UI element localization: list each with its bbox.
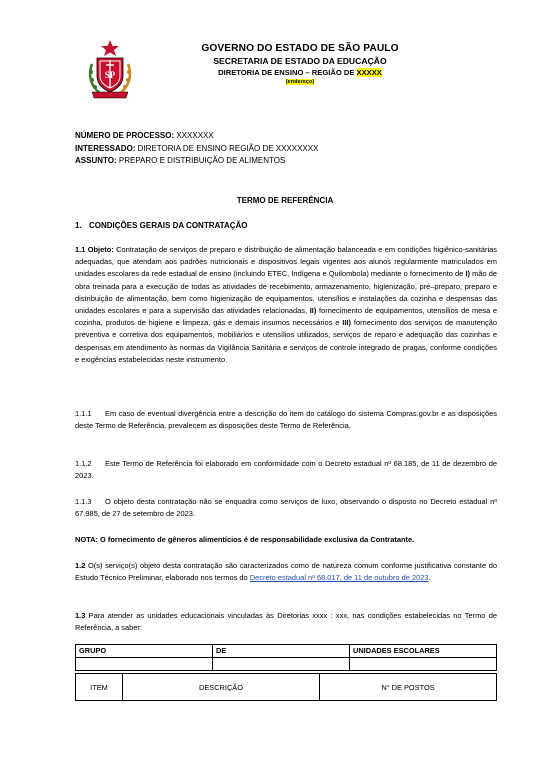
document-title: TERMO DE REFERÊNCIA [236,196,334,205]
process-number: NÚMERO DE PROCESSO: XXXXXXX [75,131,214,140]
group-empty-row [76,658,497,671]
paragraph-1-1-1: 1.1.1 Em caso de eventual divergência entre a descrição do item do catálogo do sistema Compras.gov.br e as disposições deste Termo de Referência, prevalecem as disposições deste Termo de Referência. [75,409,497,431]
paragraph-1-1-2: 1.1.2 Este Termo de Referência foi elaborado em conformidade com o Decreto estadual nº 68.185, de 11 de dezembro de 2023. [75,459,497,481]
paragraph-1-1-3: 1.1.3 O objeto desta contratação não se enquadra como serviços de luxo, observando o disposto no Decreto estadual nº 67.985, de 27 de setembro de 2023. [75,497,497,519]
directorate-title: DIRETORIA DE ENSINO – REGIÃO DE XXXXX [218,68,382,77]
paragraph-1-3: 1.3 Para atender as unidades educacionais vinculadas às Diretorias xxxx : xxx, nas condições estabelecidas no Termo de Referência, a saber: [75,611,497,633]
address-placeholder: (endereço) [285,79,315,85]
items-table [75,673,497,701]
item-col-header: ITEM [76,674,123,701]
paragraph-1-2: 1.2 O(s) serviço(s) objeto desta contratação são caracterizados como de natureza comum conforme justificativa constante do Estudo Técnico Preliminar, elaborado nos termos do Decreto estadual nº 68.017, de 11 de outubro de 2023. [75,561,497,583]
seal-letters: SP [104,70,116,80]
posts-col-header: N° DE POSTOS [320,674,497,701]
de-col-header: DE [213,645,350,658]
sao-paulo-seal-icon [86,38,134,100]
directorate-region-placeholder: XXXXX [356,68,382,77]
description-col-header: DESCRIÇÃO [123,674,320,701]
items-header-row [76,674,497,701]
section-heading: 1. CONDIÇÕES GERAIS DA CONTRATAÇÃO [75,221,248,230]
group-table [75,644,497,671]
gov-title: GOVERNO DO ESTADO DE SÃO PAULO [201,43,399,54]
schools-col-header: UNIDADES ESCOLARES [350,645,497,658]
group-col-header: GRUPO [76,645,213,658]
subject: ASSUNTO: PREPARO E DISTRIBUIÇÃO DE ALIMENTOS [75,156,286,165]
interested-party: INTERESSADO: DIRETORIA DE ENSINO REGIÃO DE XXXXXXXX [75,143,319,153]
group-header-row [76,645,497,658]
secretariat-title: SECRETARIA DE ESTADO DA EDUCAÇÃO [213,56,387,66]
decree-link[interactable]: Decreto estadual nº 68.017, de 11 de outubro de 2023 [249,573,429,583]
note: NOTA: O fornecimento de gêneros alimentícios é de responsabilidade exclusiva da Contratante. [75,535,415,544]
process-info [75,130,495,168]
letterhead [140,42,460,86]
paragraph-1-1: 1.1 Objeto: Contratação de serviços de preparo e distribuição de alimentação balanceada e em condições higiênico-sanitárias adequadas, que atendam aos padrões nutricionais e dispositivos legais vigentes aos alunos regularmente matriculados em unidades escolares da rede estadual de ensino (incluindo ETEC, Indígena e Quilombola) mediante o fornecimento de I) mão de obra treinada para a execução de todas as atividades de recebimento, armazenamento, higienização, pré–preparo, preparo e distribuição de alimentação, bem como higienização de equipamentos, utensílios e instalações da cozinha e despensas das unidades escolares e para a supervisão das atividades relacionadas, II) fornecimento de equipamentos, utensílios de mesa e cozinha, produtos de higiene e limpeza, gás e demais insumos necessários e III) fornecimento dos serviços de manutenção preventiva e corretiva dos equipamentos, mobiliários e utensílios utilizados, serviços de reparo e adequação das cozinhas e despensas em atendimento às normas da Vigilância Sanitária e serviços de controle integrado de pragas, conforme condições e exigências estabelecidas neste instrumento. [75,245,497,364]
